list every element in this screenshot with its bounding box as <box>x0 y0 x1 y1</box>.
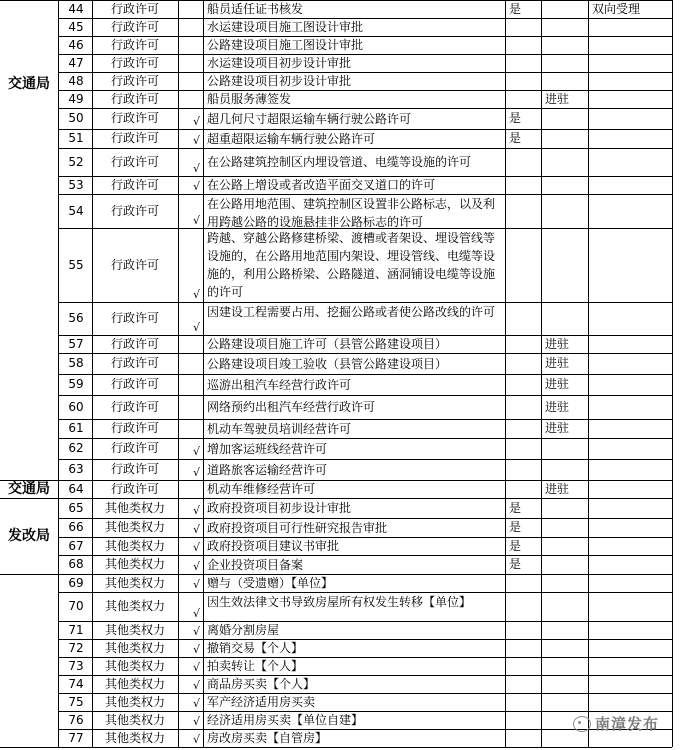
check-mark: √ <box>192 697 200 710</box>
row-number: 55 <box>68 257 84 272</box>
power-type: 其他类权力 <box>104 520 165 534</box>
power-type: 行政许可 <box>110 111 159 125</box>
grid-line <box>0 574 58 575</box>
power-type: 其他类权力 <box>104 599 165 613</box>
item-name: 因生效法律文书导致房屋所有权发生转移【单位】 <box>207 595 472 609</box>
grid-line <box>588 0 589 747</box>
watermark-text: 南漳发布 <box>595 715 660 733</box>
row-number: 47 <box>68 55 84 70</box>
item-name: 赠与（受遗赠）【单位】 <box>207 576 334 590</box>
item-name: 超重超限运输车辆行驶公路许可 <box>207 131 376 146</box>
item-name: 道路旅客运输经营许可 <box>207 462 328 477</box>
row-number: 67 <box>68 538 84 553</box>
power-type: 其他类权力 <box>104 575 165 590</box>
row-number: 60 <box>68 399 84 414</box>
row-number: 63 <box>68 462 84 476</box>
power-type: 行政许可 <box>110 377 159 391</box>
col-dual-accept: 双向受理 <box>592 1 641 16</box>
item-name: 水运建设项目初步设计审批 <box>207 56 352 70</box>
check-mark: √ <box>192 523 200 536</box>
power-type: 其他类权力 <box>104 730 165 745</box>
department-label: 发改局 <box>8 527 50 544</box>
power-type: 其他类权力 <box>104 712 165 727</box>
grid-line <box>58 148 672 149</box>
power-type: 其他类权力 <box>104 640 165 655</box>
power-type: 行政许可 <box>110 441 159 455</box>
item-name: 公路建设项目施工图设计审批 <box>207 38 364 52</box>
check-mark: √ <box>192 541 200 554</box>
grid-line <box>0 498 58 499</box>
power-type: 其他类权力 <box>104 622 165 637</box>
power-type: 行政许可 <box>110 37 159 52</box>
power-type: 行政许可 <box>110 91 159 106</box>
check-mark: √ <box>192 504 200 517</box>
col-stationed: 进驻 <box>545 356 570 370</box>
row-number: 62 <box>68 441 84 455</box>
power-type: 行政许可 <box>110 356 159 370</box>
row-number: 70 <box>68 599 84 613</box>
item-name: 公路建设项目施工许可（县管公路建设项目） <box>207 337 448 351</box>
col-stationed: 进驻 <box>545 399 570 414</box>
item-name: 机动车维修经营许可 <box>207 482 316 496</box>
row-number: 61 <box>68 421 84 435</box>
check-mark: √ <box>192 661 200 674</box>
row-number: 56 <box>68 311 84 325</box>
check-mark: √ <box>192 715 200 728</box>
row-number: 44 <box>68 1 84 16</box>
power-type: 其他类权力 <box>104 694 165 709</box>
row-number: 54 <box>68 203 84 218</box>
power-type: 其他类权力 <box>104 676 165 691</box>
row-number: 64 <box>68 481 84 496</box>
col-stationed: 进驻 <box>545 91 570 106</box>
item-name: 水运建设项目施工图设计审批 <box>207 20 364 34</box>
power-type: 行政许可 <box>110 177 159 192</box>
row-number: 77 <box>68 730 84 745</box>
item-name: 船员服务薄签发 <box>207 92 292 106</box>
grid-line <box>672 0 673 747</box>
row-number: 46 <box>68 37 84 52</box>
power-type: 行政许可 <box>110 55 159 70</box>
col-yes: 是 <box>509 1 522 16</box>
row-number: 69 <box>68 575 84 590</box>
item-name: 经济适用房买卖【单位自建】 <box>207 713 364 727</box>
power-type: 其他类权力 <box>104 500 165 515</box>
col-yes: 是 <box>509 111 522 125</box>
col-stationed: 进驻 <box>545 377 570 391</box>
row-number: 49 <box>68 91 84 106</box>
watermark <box>573 713 659 734</box>
row-number: 76 <box>68 712 84 727</box>
col-yes: 是 <box>509 520 522 534</box>
col-stationed: 进驻 <box>545 336 570 351</box>
item-name: 机动车驾驶员培训经营许可 <box>207 421 352 436</box>
row-number: 52 <box>68 154 84 169</box>
check-mark: √ <box>192 162 200 175</box>
item-name: 增加客运班线经营许可 <box>207 441 328 456</box>
check-mark: √ <box>192 321 200 334</box>
item-name: 政府投资项目初步设计审批 <box>207 501 352 515</box>
grid-line <box>58 747 672 748</box>
item-name: 企业投资项目备案 <box>207 557 304 572</box>
check-mark: √ <box>192 625 200 638</box>
row-number: 68 <box>68 557 84 571</box>
item-name: 船员适任证书核发 <box>207 2 304 16</box>
check-mark: √ <box>192 578 200 591</box>
power-type: 行政许可 <box>110 462 159 476</box>
grid-line <box>203 0 204 747</box>
grid-line <box>0 747 58 748</box>
item-name: 因建设工程需要占用、挖掘公路或者使公路改线的许可 <box>207 305 496 319</box>
check-mark: √ <box>192 134 200 147</box>
check-mark: √ <box>192 288 200 301</box>
item-name: 在公路上增设或者改造平面交叉道口的许可 <box>207 178 436 192</box>
item-name: 网络预约出租汽车经营行政许可 <box>207 400 376 414</box>
col-stationed: 进驻 <box>545 421 570 435</box>
row-number: 66 <box>68 520 84 534</box>
grid-line <box>541 0 542 747</box>
row-number: 53 <box>68 177 84 192</box>
grid-line <box>178 0 179 747</box>
grid-line <box>92 0 93 747</box>
item-name: 拍卖转让【个人】 <box>207 659 304 673</box>
row-number: 57 <box>68 336 84 351</box>
row-number: 51 <box>68 131 84 145</box>
item-name: 在公路建筑控制区内埋设管道、电缆等设施的许可 <box>207 155 472 169</box>
col-yes: 是 <box>509 500 522 515</box>
row-number: 71 <box>68 622 84 637</box>
row-number: 74 <box>68 676 84 691</box>
grid-line <box>58 0 59 747</box>
col-yes: 是 <box>509 131 522 145</box>
check-mark: √ <box>192 445 200 458</box>
power-type: 行政许可 <box>110 399 159 414</box>
item-name: 离婚分割房屋 <box>207 623 280 637</box>
power-type: 行政许可 <box>110 131 159 145</box>
col-yes: 是 <box>509 538 522 553</box>
power-type: 行政许可 <box>110 154 159 169</box>
item-name: 超几何尺寸超限运输车辆行驶公路许可 <box>207 111 412 126</box>
row-number: 75 <box>68 694 84 709</box>
power-type: 行政许可 <box>110 73 159 88</box>
grid-line <box>58 395 672 396</box>
power-type: 行政许可 <box>110 1 159 16</box>
row-number: 65 <box>68 500 84 515</box>
item-name: 跨越、穿越公路修建桥梁、渡槽或者架设、埋设管线等设施的，在公路用地范围内架设、埋设管线、电缆等设施的，利用公路桥梁、公路隧道、涵洞铺设电缆等设施的许可 <box>207 231 496 299</box>
power-type: 其他类权力 <box>104 557 165 571</box>
grid-line <box>0 0 58 1</box>
item-name: 军产经济适用房买卖 <box>207 695 316 709</box>
check-mark: √ <box>192 180 200 193</box>
power-type: 行政许可 <box>110 257 159 272</box>
item-name: 在公路用地范围、建筑控制区设置非公路标志，以及利用跨越公路的设施悬挂非公路标志的许可 <box>207 197 496 229</box>
check-mark: √ <box>192 679 200 692</box>
check-mark: √ <box>192 733 200 746</box>
row-number: 45 <box>68 19 84 34</box>
row-number: 48 <box>68 73 84 88</box>
row-number: 50 <box>68 111 84 125</box>
item-name: 撤销交易【个人】 <box>207 641 304 655</box>
department-label: 交通局 <box>8 76 50 92</box>
row-number: 73 <box>68 658 84 673</box>
power-type: 行政许可 <box>110 311 159 325</box>
power-type: 行政许可 <box>110 481 159 496</box>
power-type: 其他类权力 <box>104 538 165 553</box>
power-type: 其他类权力 <box>104 658 165 673</box>
power-type: 行政许可 <box>110 421 159 435</box>
check-mark: √ <box>192 560 200 573</box>
check-mark: √ <box>192 214 200 227</box>
item-name: 公路建设项目初步设计审批 <box>207 74 352 88</box>
check-mark: √ <box>192 115 200 128</box>
wechat-icon <box>573 716 591 732</box>
check-mark: √ <box>192 466 200 479</box>
item-name: 房改房买卖【自管房】 <box>207 731 328 745</box>
item-name: 公路建设项目竣工验收（县管公路建设项目） <box>207 356 448 371</box>
row-number: 72 <box>68 640 84 655</box>
check-mark: √ <box>192 643 200 656</box>
row-number: 59 <box>68 377 84 391</box>
item-name: 政府投资项目建议书审批 <box>207 539 340 553</box>
power-type: 行政许可 <box>110 336 159 351</box>
item-name: 商品房买卖【个人】 <box>207 677 316 691</box>
power-type: 行政许可 <box>110 203 159 218</box>
item-name: 巡游出租汽车经营行政许可 <box>207 377 352 392</box>
col-stationed: 进驻 <box>545 481 570 496</box>
power-type: 行政许可 <box>110 19 159 34</box>
col-yes: 是 <box>509 557 522 571</box>
grid-line <box>505 0 506 747</box>
item-name: 政府投资项目可行性研究报告审批 <box>207 520 388 535</box>
department-label: 交通局 <box>8 480 50 497</box>
check-mark: √ <box>192 607 200 620</box>
row-number: 58 <box>68 356 84 370</box>
